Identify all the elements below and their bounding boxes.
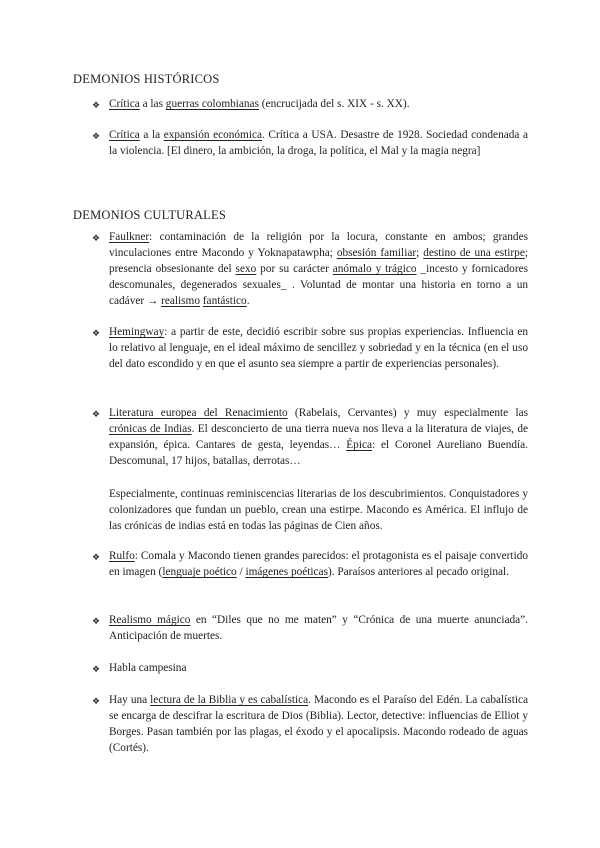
text-run: _incesto y fornicadores descomunales, degenerados sexuales_ . Voluntad de montar una historia en torno a un cadáver →	[109, 263, 529, 308]
text-run: por su carácter	[256, 263, 333, 276]
underlined-text: lenguaje poético	[162, 566, 237, 579]
bullet-icon: ❖	[92, 328, 101, 338]
list-item	[109, 405, 528, 469]
underlined-text: Realismo mágico	[109, 614, 191, 626]
text-run: a las	[139, 98, 166, 110]
text-run: : Comala y Macondo tienen grandes parecidos: el protagonista es el paisaje convertido en imagen (	[109, 550, 528, 579]
underlined-text: Crítica	[109, 98, 140, 110]
list-item	[109, 324, 528, 372]
list-item	[109, 692, 528, 756]
underlined-text: expansión económica	[163, 129, 263, 141]
list-item	[109, 660, 528, 676]
bullet-icon: ❖	[92, 409, 101, 419]
list-item	[109, 127, 528, 159]
underlined-text: Épica	[346, 439, 372, 452]
text-run: . El desconcierto de una tierra nueva nos lleva a la literatura de viajes, de expansión, épica. Cantares de gesta, leyendas…	[109, 423, 528, 452]
text-run: ). Paraísos anteriores al pecado original.	[327, 566, 509, 579]
bullet-icon: ❖	[92, 100, 101, 110]
text-run: en “Diles que no me maten” y “Crónica de una muerte anunciada”. Anticipación de muertes.	[109, 614, 529, 643]
list-item-paragraph	[109, 486, 528, 534]
underlined-text: obsesión familiar	[336, 247, 417, 260]
underlined-text: Hemingway	[109, 326, 165, 338]
list-item	[109, 229, 528, 309]
underlined-text: lectura de la Biblia y es cabalística	[150, 694, 309, 706]
section-title-historicos: DEMONIOS HISTÓRICOS	[73, 72, 220, 86]
underlined-text: destino de una estirpe	[423, 247, 525, 260]
underlined-text: Literatura europea del Renacimiento	[109, 407, 288, 419]
text-run: (encrucijada del s. XIX - s. XX).	[258, 98, 410, 110]
underlined-text: Crítica	[109, 129, 140, 141]
bullet-icon: ❖	[92, 616, 101, 626]
underlined-text: imágenes poéticas	[245, 566, 328, 579]
underlined-text: crónicas de Indias	[109, 423, 192, 436]
text-run: : a partir de este, decidió escribir sobre sus propias experiencias. Influencia en lo relativo al lenguaje, en el ideal máximo de sencillez y sobriedad y en la técnica (en el uso del dato escondido y en que el asunto sea siempre a partir de experiencias personales).	[109, 326, 528, 371]
text-run: Habla campesina	[109, 662, 187, 674]
text-run: Hay una	[109, 694, 151, 706]
text-run: ; presencia obsesionante del	[109, 247, 528, 276]
underlined-text: guerras colombianas	[165, 98, 259, 110]
bullet-icon: ❖	[92, 696, 101, 706]
underlined-text: fantástico	[202, 295, 247, 308]
bullet-icon: ❖	[92, 552, 101, 562]
section-title-culturales: DEMONIOS CULTURALES	[73, 208, 227, 222]
bullet-icon: ❖	[92, 664, 101, 674]
bullet-icon: ❖	[92, 131, 101, 141]
text-run: a la	[139, 129, 164, 141]
text-run: . Macondo es el Paraíso del Edén. La cabalística se encarga de descifrar la escritura de Dios (Biblia). Lector, detective: influencias de Elliot y Borges. Pasan también por las plagas, el éxodo y el apocalipsis. Macondo rodeado de aguas (Cortés).	[109, 694, 529, 755]
text-run: ;	[416, 247, 424, 260]
underlined-text: Faulkner	[109, 231, 150, 243]
list-item	[109, 612, 528, 644]
underlined-text: Rulfo	[109, 550, 135, 562]
list-item	[109, 96, 528, 112]
list-item	[109, 548, 528, 580]
bullet-icon: ❖	[92, 233, 101, 243]
text-run: . Crítica a USA. Desastre de 1928. Sociedad condenada a la violencia. [El dinero, la ambición, la droga, la política, el Mal y la magia negra]	[109, 129, 529, 158]
text-run: : el Coronel Aureliano Buendía. Descomunal, 17 hijos, batallas, derrotas…	[109, 439, 528, 468]
text-run: (Rabelais, Cervantes) y muy especialmente las	[287, 407, 528, 419]
underlined-text: sexo	[235, 263, 257, 276]
text-run: .	[246, 295, 250, 308]
underlined-text: anómalo y trágico	[332, 263, 417, 276]
underlined-text: realismo	[161, 295, 200, 308]
text-run: /	[236, 566, 246, 579]
text-run: Especialmente, continuas reminiscencias literarias de los descubrimientos. Conquistadores y colonizadores que fundan un pueblo, crean una estirpe. Macondo es América. El influjo de las crónicas de indias está en todas las páginas de Cien años.	[109, 488, 528, 533]
text-run: : contaminación de la religión por la locura, constante en ambos; grandes vinculaciones entre Macondo y Yoknapatawpha;	[109, 231, 528, 260]
